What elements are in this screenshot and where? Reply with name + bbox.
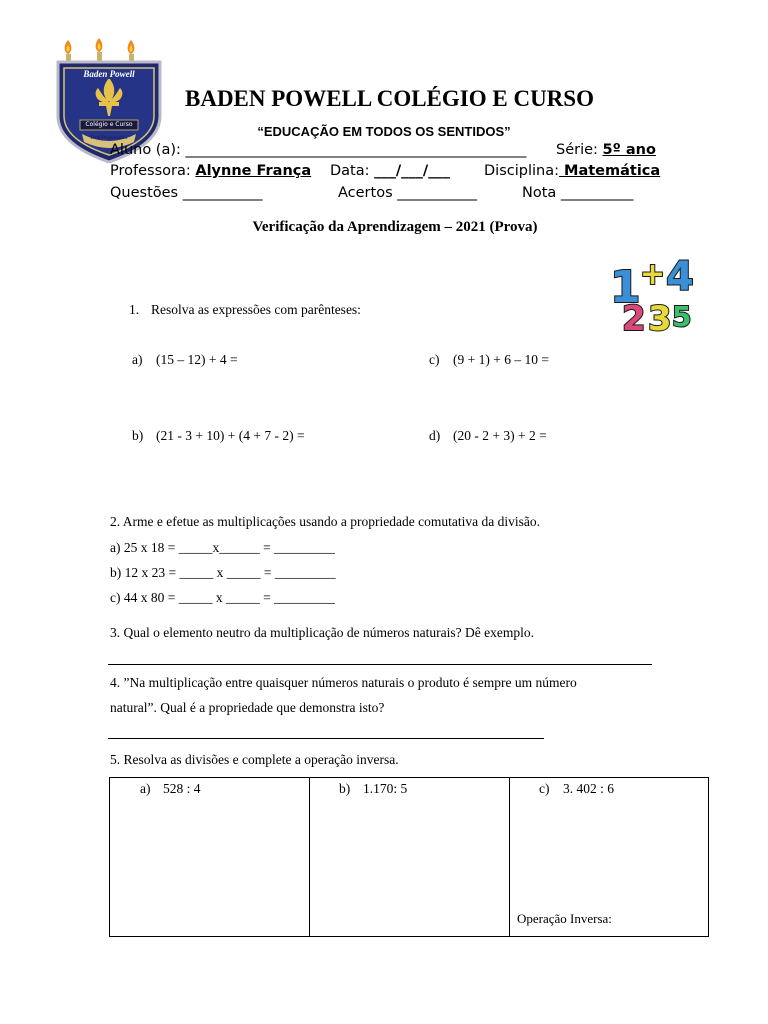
q5-cell-label: c) (539, 781, 550, 796)
data-label: Data: (330, 163, 370, 179)
q1-item-label: a) (132, 352, 143, 367)
q1-item-expr: (9 + 1) + 6 – 10 = (453, 352, 549, 367)
clipart-glyph: + (640, 257, 666, 292)
q2-item: a) 25 x 18 = _____x______ = _________ (110, 540, 335, 555)
clipart-glyph: 4 (666, 254, 694, 300)
q1-item-expr: (20 - 2 + 3) + 2 = (453, 428, 547, 443)
q3-answer-line[interactable] (108, 664, 652, 665)
school-name: BADEN POWELL COLÉGIO E CURSO (185, 86, 594, 111)
clipart-glyph: 5 (672, 300, 692, 333)
q5-cell-label: a) (140, 781, 151, 796)
q5-inverse-label: Operação Inversa: (517, 911, 612, 926)
disciplina-row (484, 163, 660, 179)
logo-bottom-text: Bem Preparados (90, 135, 128, 141)
q3-text: 3. Qual o elemento neutro da multiplicação de números naturais? Dê exemplo. (110, 625, 534, 640)
professora-row (110, 163, 311, 179)
q1-number: 1. (129, 302, 140, 317)
data-value: ___/___/___ (374, 163, 450, 179)
q4-line1: 4. ”Na multiplicação entre quaisquer números naturais o produto é sempre um número (110, 675, 577, 690)
serie-row (556, 142, 656, 158)
logo-top-text: Baden Powell (83, 69, 135, 79)
numbers-clipart (604, 252, 700, 334)
q5-cell-expr: 3. 402 : 6 (563, 781, 615, 796)
q5-cell-expr: 528 : 4 (163, 781, 201, 796)
logo-middle-text: Colégio e Curso (85, 121, 133, 128)
q1-item-label: d) (429, 428, 441, 443)
q4-answer-line[interactable] (108, 738, 544, 739)
clipart-glyph: 1 (610, 262, 641, 313)
disciplina-label: Disciplina: (484, 163, 559, 179)
professora-label: Professora: (110, 163, 191, 179)
q5-cell-expr: 1.170: 5 (363, 781, 408, 796)
q5-cell-b[interactable] (310, 778, 510, 937)
clipart-glyph: 2 (622, 299, 646, 334)
numbers-icon (604, 252, 700, 334)
q1-item-label: c) (429, 352, 440, 367)
q1-text: Resolva as expressões com parênteses: (151, 302, 361, 317)
acertos-field: Acertos ___________ (338, 185, 477, 201)
nota-field: Nota __________ (522, 185, 634, 201)
school-motto: “EDUCAÇÃO EM TODOS OS SENTIDOS” (257, 124, 511, 139)
q5-division-table (109, 777, 709, 937)
professora-value: Alynne França (195, 163, 312, 179)
data-row (330, 163, 450, 179)
q2-text: 2. Arme e efetue as multiplicações usando a propriedade comutativa da divisão. (110, 514, 540, 529)
disciplina-value: Matemática (558, 163, 661, 179)
aluno-row (110, 142, 526, 158)
q2-item: c) 44 x 80 = _____ x _____ = _________ (110, 590, 335, 605)
q5-cell-a[interactable] (110, 778, 310, 937)
q5-cell-c[interactable] (510, 778, 709, 937)
questoes-field: Questões ___________ (110, 185, 263, 201)
q2-item: b) 12 x 23 = _____ x _____ = _________ (110, 565, 336, 580)
serie-value: 5º ano (602, 142, 656, 158)
q4-line2: natural”. Qual é a propriedade que demonstra isto? (110, 700, 385, 715)
clipart-glyph: 3 (648, 299, 672, 334)
aluno-label: Aluno (a): _______________________________________________ (110, 142, 527, 158)
exam-heading: Verificação da Aprendizagem – 2021 (Prova) (252, 219, 538, 235)
serie-label: Série: (556, 142, 598, 158)
q5-text: 5. Resolva as divisões e complete a operação inversa. (110, 752, 399, 767)
q1-item-expr: (21 - 3 + 10) + (4 + 7 - 2) = (156, 428, 305, 443)
q1-item-expr: (15 – 12) + 4 = (156, 352, 238, 367)
q5-cell-label: b) (339, 781, 351, 796)
q1-item-label: b) (132, 428, 144, 443)
